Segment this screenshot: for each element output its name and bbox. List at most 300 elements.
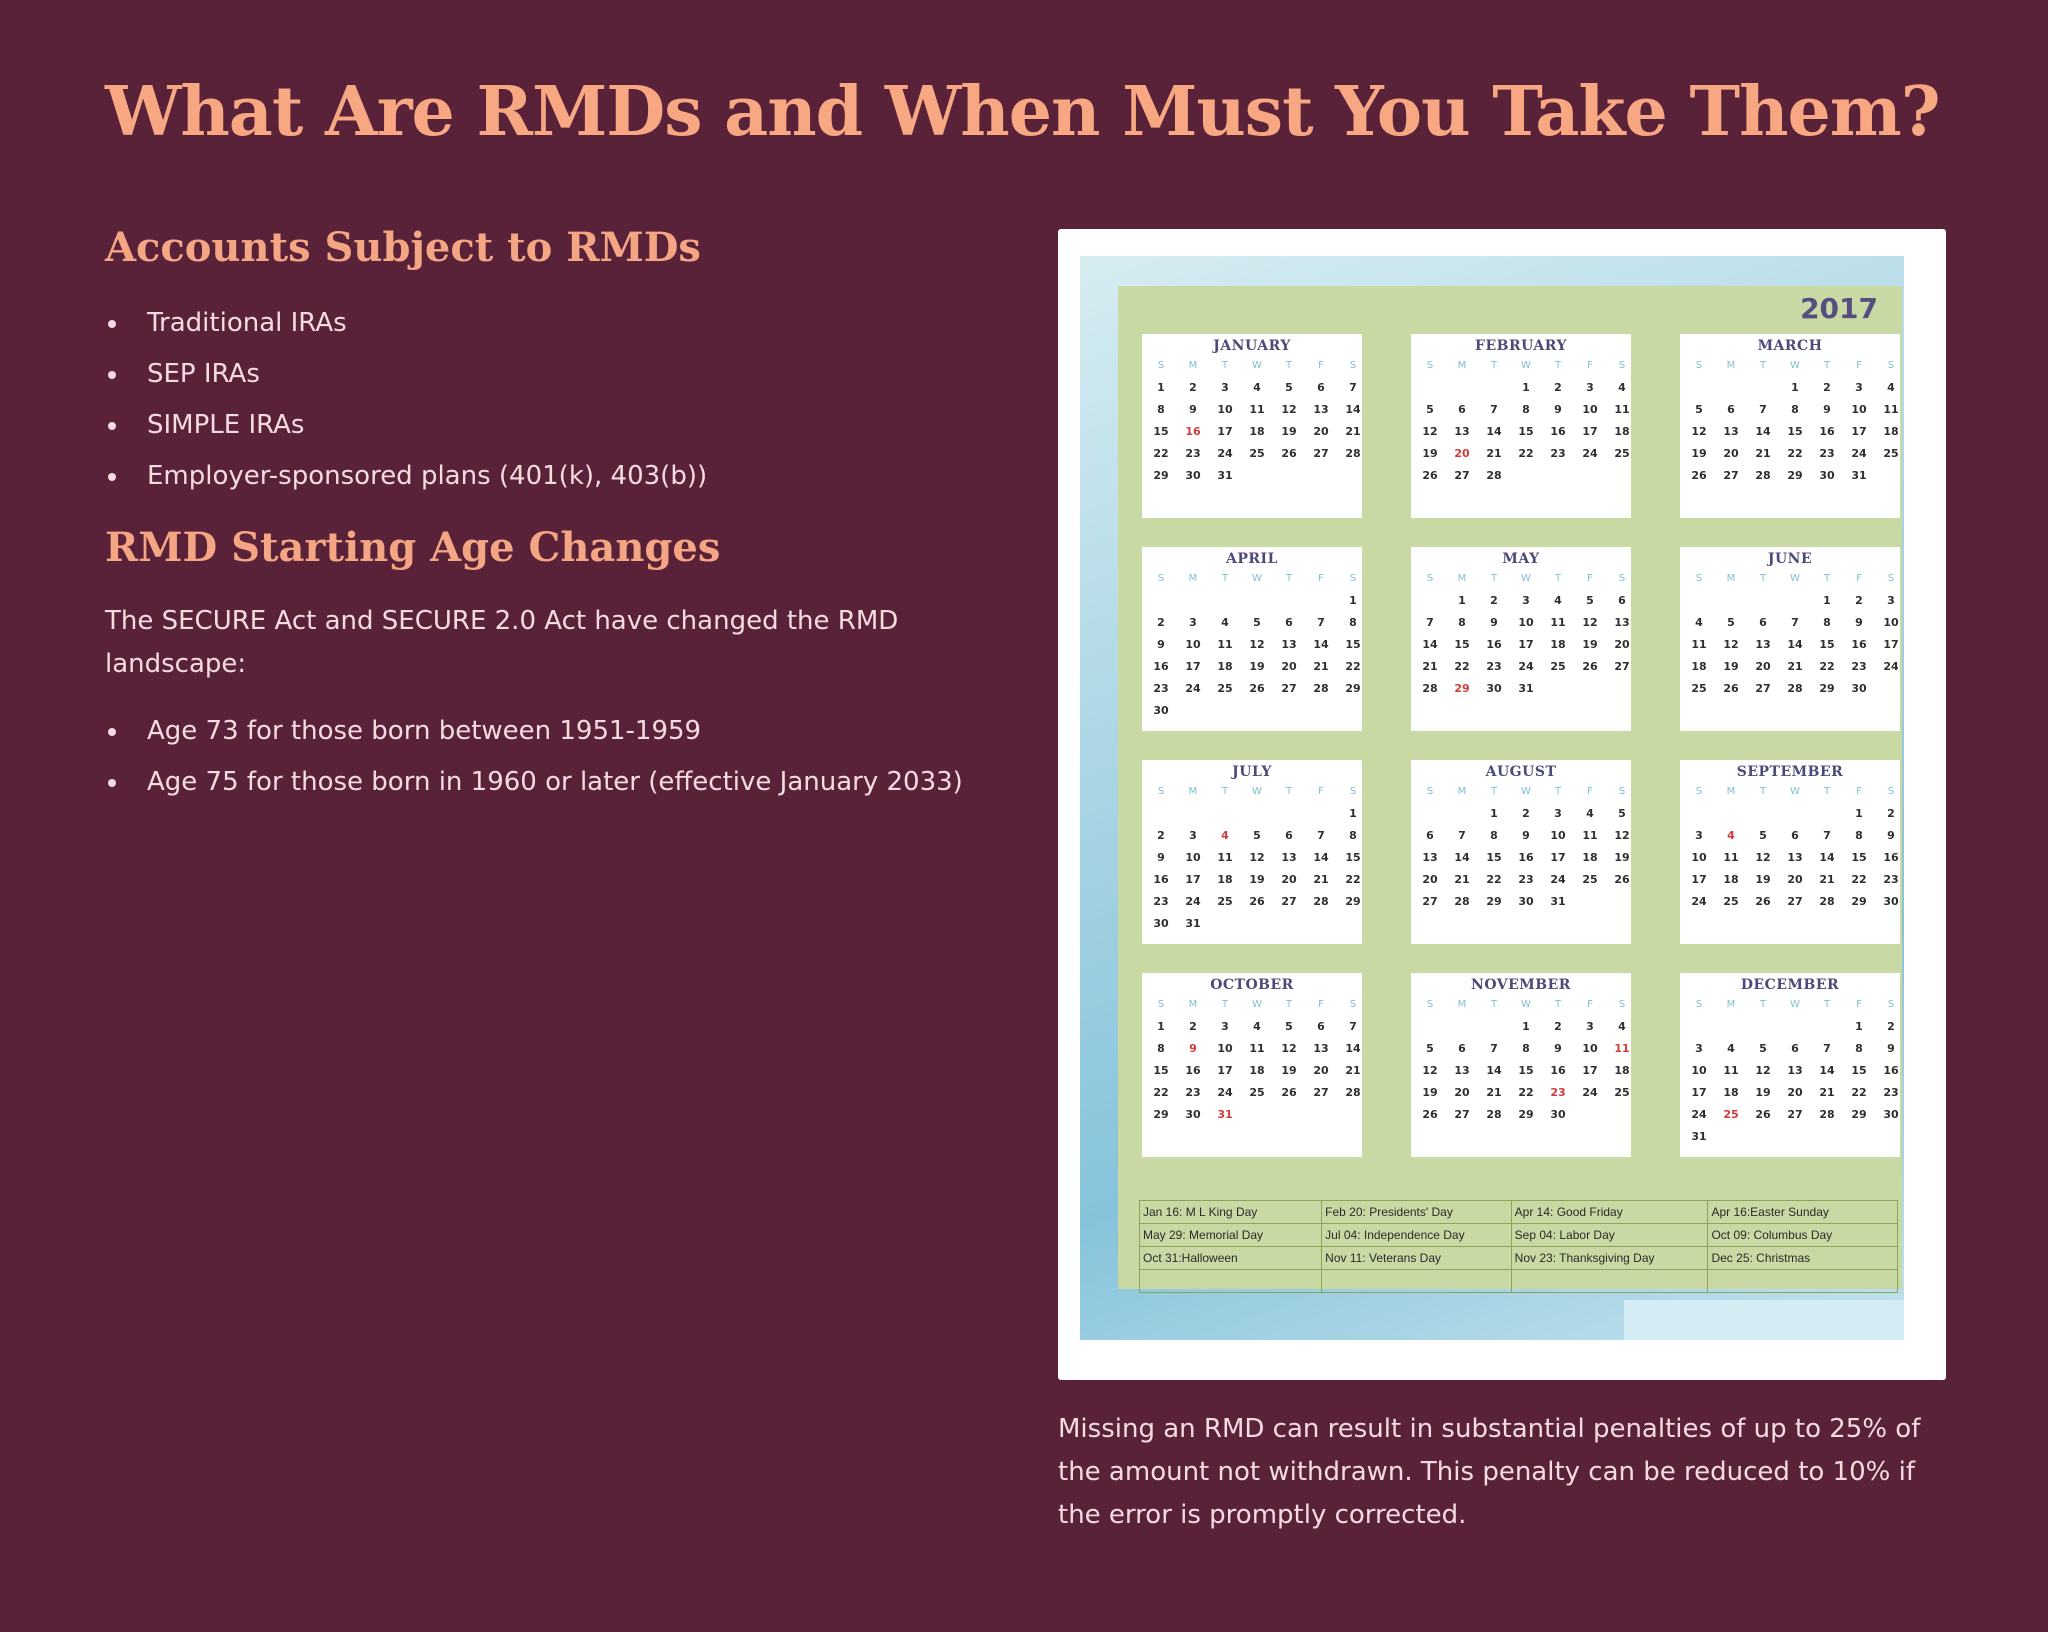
day: 28	[1755, 469, 1771, 482]
month-name: FEBRUARY	[1475, 338, 1567, 354]
empty-day	[1683, 803, 1715, 825]
day: 12	[1422, 1064, 1438, 1077]
day: 19	[1723, 660, 1739, 673]
day: 26	[1281, 447, 1297, 460]
day: 19	[1755, 1086, 1771, 1099]
day: 30	[1185, 1108, 1201, 1121]
day: 8	[1823, 616, 1831, 629]
day: 29	[1851, 895, 1867, 908]
day: 1	[1458, 594, 1466, 607]
weekday-label: M	[1457, 360, 1467, 371]
day: 28	[1313, 682, 1329, 695]
weekday-label: T	[1759, 999, 1767, 1010]
day: 24	[1518, 660, 1534, 673]
day: 12	[1755, 1064, 1771, 1077]
holiday-table	[1139, 1200, 1898, 1293]
day: 14	[1345, 1042, 1361, 1055]
day: 20	[1281, 660, 1297, 673]
calendar-year: 2017	[1800, 292, 1878, 325]
holiday-row	[1140, 1247, 1898, 1270]
month-grid	[1683, 994, 1900, 1148]
day: 27	[1454, 469, 1470, 482]
day: 10	[1217, 1042, 1233, 1055]
day: 13	[1281, 638, 1297, 651]
weekday-label: T	[1554, 999, 1562, 1010]
day: 28	[1422, 682, 1438, 695]
day: 5	[1618, 807, 1626, 820]
day: 14	[1313, 851, 1329, 864]
day: 14	[1313, 638, 1329, 651]
weekday-label: M	[1726, 999, 1736, 1010]
holiday-day: 20	[1454, 447, 1470, 460]
weekday-label: W	[1521, 786, 1531, 797]
day: 2	[1855, 594, 1863, 607]
day: 4	[1695, 616, 1703, 629]
day: 22	[1851, 1086, 1867, 1099]
day: 8	[1349, 829, 1357, 842]
day: 10	[1851, 403, 1867, 416]
day: 10	[1550, 829, 1566, 842]
day: 16	[1518, 851, 1534, 864]
weekday-label: S	[1349, 999, 1357, 1010]
day: 15	[1518, 425, 1534, 438]
day: 19	[1422, 447, 1438, 460]
day: 29	[1345, 895, 1361, 908]
list-item: Age 75 for those born in 1960 or later (effective January 2033)	[105, 757, 963, 808]
day: 28	[1819, 895, 1835, 908]
day: 8	[1522, 403, 1530, 416]
day: 12	[1755, 851, 1771, 864]
day: 4	[1554, 594, 1562, 607]
day: 31	[1851, 469, 1867, 482]
empty-day	[1779, 590, 1811, 612]
day: 18	[1883, 425, 1899, 438]
day: 20	[1313, 1064, 1329, 1077]
day: 9	[1855, 616, 1863, 629]
day: 8	[1157, 1042, 1165, 1055]
day: 20	[1313, 425, 1329, 438]
month-name: APRIL	[1226, 551, 1278, 567]
day: 17	[1582, 425, 1598, 438]
day: 12	[1249, 851, 1265, 864]
day: 22	[1345, 873, 1361, 886]
day: 28	[1454, 895, 1470, 908]
empty-day	[1478, 377, 1510, 399]
day: 22	[1345, 660, 1361, 673]
day: 21	[1819, 1086, 1835, 1099]
day: 23	[1153, 895, 1169, 908]
day: 11	[1217, 638, 1233, 651]
weekday-label: T	[1221, 786, 1229, 797]
day: 31	[1185, 917, 1201, 930]
day: 9	[1554, 1042, 1562, 1055]
day: 8	[1458, 616, 1466, 629]
month-grid	[1145, 781, 1362, 935]
holiday-row	[1140, 1270, 1898, 1293]
weekday-label: T	[1759, 573, 1767, 584]
day: 11	[1691, 638, 1707, 651]
holiday-cell: May 29: Memorial Day	[1140, 1224, 1322, 1247]
holiday-cell	[1708, 1270, 1898, 1293]
day: 21	[1454, 873, 1470, 886]
day: 13	[1454, 1064, 1470, 1077]
weekday-label: F	[1318, 360, 1324, 371]
day: 12	[1281, 403, 1297, 416]
day: 16	[1819, 425, 1835, 438]
day: 12	[1582, 616, 1598, 629]
day: 23	[1518, 873, 1534, 886]
day: 15	[1518, 1064, 1534, 1077]
day: 22	[1454, 660, 1470, 673]
day: 8	[1855, 1042, 1863, 1055]
empty-day	[1811, 1016, 1843, 1038]
day: 24	[1185, 895, 1201, 908]
weekday-label: T	[1554, 360, 1562, 371]
day: 11	[1217, 851, 1233, 864]
day: 25	[1217, 895, 1233, 908]
day: 26	[1281, 1086, 1297, 1099]
day: 17	[1217, 1064, 1233, 1077]
page-title: What Are RMDs and When Must You Take Them?	[105, 72, 1940, 152]
empty-day	[1145, 590, 1177, 612]
day: 6	[1285, 829, 1293, 842]
day: 10	[1582, 1042, 1598, 1055]
day: 5	[1426, 403, 1434, 416]
weekday-label: S	[1618, 573, 1626, 584]
day: 18	[1249, 1064, 1265, 1077]
weekday-label: S	[1157, 573, 1165, 584]
day: 21	[1819, 873, 1835, 886]
holiday-cell: Jul 04: Independence Day	[1322, 1224, 1512, 1247]
holiday-cell	[1511, 1270, 1708, 1293]
day: 26	[1755, 1108, 1771, 1121]
weekday-label: T	[1554, 786, 1562, 797]
day: 11	[1614, 403, 1630, 416]
day: 31	[1550, 895, 1566, 908]
day: 15	[1851, 1064, 1867, 1077]
day: 5	[1759, 1042, 1767, 1055]
day: 27	[1281, 895, 1297, 908]
day: 27	[1454, 1108, 1470, 1121]
day: 2	[1887, 1020, 1895, 1033]
weekday-label: M	[1726, 573, 1736, 584]
month-grid	[1414, 568, 1631, 700]
weekday-label: F	[1587, 360, 1593, 371]
day: 22	[1787, 447, 1803, 460]
weekday-label: F	[1856, 999, 1862, 1010]
empty-day	[1273, 590, 1305, 612]
weekday-label: T	[1285, 786, 1293, 797]
day: 25	[1691, 682, 1707, 695]
month-december	[1680, 973, 1900, 1157]
holiday-cell: Oct 31:Halloween	[1140, 1247, 1322, 1270]
day: 29	[1486, 895, 1502, 908]
day: 16	[1883, 1064, 1899, 1077]
day: 24	[1185, 682, 1201, 695]
day: 8	[1157, 403, 1165, 416]
day: 29	[1518, 1108, 1534, 1121]
day: 11	[1582, 829, 1598, 842]
month-name: MARCH	[1757, 338, 1823, 354]
weekday-label: S	[1618, 786, 1626, 797]
day: 21	[1486, 447, 1502, 460]
day: 17	[1691, 1086, 1707, 1099]
day: 17	[1691, 873, 1707, 886]
empty-day	[1145, 803, 1177, 825]
day: 28	[1819, 1108, 1835, 1121]
day: 9	[1823, 403, 1831, 416]
day: 27	[1755, 682, 1771, 695]
day: 5	[1586, 594, 1594, 607]
weekday-label: S	[1426, 360, 1434, 371]
day: 26	[1723, 682, 1739, 695]
day: 3	[1221, 381, 1229, 394]
month-name: SEPTEMBER	[1736, 764, 1844, 780]
empty-day	[1446, 377, 1478, 399]
day: 24	[1217, 447, 1233, 460]
empty-day	[1305, 590, 1337, 612]
weekday-label: M	[1457, 999, 1467, 1010]
empty-day	[1177, 590, 1209, 612]
day: 3	[1586, 381, 1594, 394]
day: 14	[1819, 851, 1835, 864]
day: 30	[1153, 704, 1169, 717]
month-april	[1142, 547, 1362, 731]
day: 12	[1281, 1042, 1297, 1055]
empty-day	[1683, 1016, 1715, 1038]
day: 7	[1791, 616, 1799, 629]
day: 15	[1345, 638, 1361, 651]
day: 3	[1887, 594, 1895, 607]
day: 7	[1349, 381, 1357, 394]
empty-day	[1779, 803, 1811, 825]
day: 10	[1217, 403, 1233, 416]
month-july	[1142, 760, 1362, 944]
day: 13	[1422, 851, 1438, 864]
weekday-label: T	[1554, 573, 1562, 584]
holiday-day: 4	[1221, 829, 1229, 842]
weekday-label: M	[1457, 786, 1467, 797]
holiday-cell: Nov 11: Veterans Day	[1322, 1247, 1512, 1270]
list-item: Traditional IRAs	[105, 298, 707, 349]
month-may	[1411, 547, 1631, 731]
day: 6	[1458, 403, 1466, 416]
day: 1	[1349, 807, 1357, 820]
day: 7	[1349, 1020, 1357, 1033]
empty-day	[1811, 803, 1843, 825]
day: 14	[1787, 638, 1803, 651]
day: 2	[1189, 1020, 1197, 1033]
day: 15	[1819, 638, 1835, 651]
empty-day	[1414, 377, 1446, 399]
day: 22	[1486, 873, 1502, 886]
age-changes-paragraph: The SECURE Act and SECURE 2.0 Act have changed the RMD landscape:	[105, 606, 899, 679]
day: 27	[1281, 682, 1297, 695]
day: 4	[1618, 1020, 1626, 1033]
weekday-label: W	[1252, 573, 1262, 584]
weekday-label: T	[1759, 360, 1767, 371]
day: 9	[1554, 403, 1562, 416]
month-grid	[1683, 568, 1900, 700]
day: 26	[1422, 469, 1438, 482]
empty-day	[1414, 590, 1446, 612]
day: 26	[1755, 895, 1771, 908]
day: 27	[1313, 447, 1329, 460]
empty-day	[1414, 803, 1446, 825]
day: 5	[1285, 381, 1293, 394]
empty-day	[1446, 1016, 1478, 1038]
day: 28	[1313, 895, 1329, 908]
day: 4	[1221, 616, 1229, 629]
day: 3	[1695, 829, 1703, 842]
month-grid	[1414, 994, 1631, 1126]
day: 31	[1518, 682, 1534, 695]
month-october	[1142, 973, 1362, 1157]
day: 16	[1486, 638, 1502, 651]
day: 3	[1522, 594, 1530, 607]
day: 3	[1695, 1042, 1703, 1055]
day: 21	[1313, 873, 1329, 886]
day: 19	[1249, 660, 1265, 673]
day: 21	[1313, 660, 1329, 673]
weekday-label: F	[1318, 573, 1324, 584]
weekday-label: M	[1457, 573, 1467, 584]
day: 26	[1691, 469, 1707, 482]
month-march	[1680, 334, 1900, 518]
weekday-label: W	[1521, 573, 1531, 584]
day: 22	[1518, 1086, 1534, 1099]
month-name: DECEMBER	[1740, 977, 1840, 993]
day: 24	[1550, 873, 1566, 886]
day: 12	[1723, 638, 1739, 651]
day: 20	[1787, 1086, 1803, 1099]
day: 18	[1614, 1064, 1630, 1077]
day: 1	[1349, 594, 1357, 607]
day: 24	[1217, 1086, 1233, 1099]
day: 1	[1522, 381, 1530, 394]
day: 19	[1249, 873, 1265, 886]
day: 25	[1723, 895, 1739, 908]
holiday-cell: Oct 09: Columbus Day	[1708, 1224, 1898, 1247]
weekday-label: S	[1349, 360, 1357, 371]
day: 2	[1823, 381, 1831, 394]
empty-day	[1209, 803, 1241, 825]
day: 9	[1157, 851, 1165, 864]
day: 2	[1887, 807, 1895, 820]
day: 29	[1851, 1108, 1867, 1121]
month-name: OCTOBER	[1210, 977, 1294, 993]
day: 21	[1486, 1086, 1502, 1099]
day: 27	[1787, 895, 1803, 908]
empty-day	[1715, 1016, 1747, 1038]
day: 30	[1883, 1108, 1899, 1121]
day: 19	[1281, 1064, 1297, 1077]
month-name: JULY	[1232, 764, 1272, 780]
day: 21	[1345, 1064, 1361, 1077]
day: 4	[1618, 381, 1626, 394]
month-august	[1411, 760, 1631, 944]
weekday-label: T	[1490, 786, 1498, 797]
day: 17	[1851, 425, 1867, 438]
month-name: MAY	[1502, 551, 1540, 567]
day: 26	[1582, 660, 1598, 673]
day: 14	[1345, 403, 1361, 416]
day: 16	[1883, 851, 1899, 864]
empty-day	[1209, 590, 1241, 612]
day: 21	[1787, 660, 1803, 673]
holiday-cell	[1140, 1270, 1322, 1293]
day: 7	[1317, 616, 1325, 629]
day: 5	[1426, 1042, 1434, 1055]
day: 8	[1522, 1042, 1530, 1055]
day: 2	[1554, 381, 1562, 394]
day: 24	[1691, 895, 1707, 908]
weekday-label: F	[1856, 786, 1862, 797]
day: 16	[1185, 1064, 1201, 1077]
day: 5	[1253, 829, 1261, 842]
empty-day	[1747, 1016, 1779, 1038]
day: 30	[1185, 469, 1201, 482]
day: 18	[1249, 425, 1265, 438]
weekday-label: M	[1188, 573, 1198, 584]
weekday-label: F	[1856, 360, 1862, 371]
holiday-day: 31	[1217, 1108, 1233, 1121]
day: 26	[1422, 1108, 1438, 1121]
weekday-label: T	[1759, 786, 1767, 797]
day: 7	[1823, 829, 1831, 842]
day: 13	[1313, 403, 1329, 416]
day: 15	[1851, 851, 1867, 864]
day: 2	[1157, 829, 1165, 842]
weekday-label: S	[1618, 999, 1626, 1010]
empty-day	[1446, 803, 1478, 825]
day: 15	[1153, 425, 1169, 438]
day: 6	[1458, 1042, 1466, 1055]
weekday-label: T	[1823, 786, 1831, 797]
calendar-image	[1058, 229, 1946, 1380]
weekday-label: S	[1695, 999, 1703, 1010]
day: 27	[1422, 895, 1438, 908]
day: 22	[1153, 447, 1169, 460]
empty-day	[1305, 803, 1337, 825]
day: 19	[1422, 1086, 1438, 1099]
day: 22	[1153, 1086, 1169, 1099]
day: 26	[1249, 895, 1265, 908]
holiday-row	[1140, 1224, 1898, 1247]
day: 30	[1883, 895, 1899, 908]
penalty-note: Missing an RMD can result in substantial penalties of up to 25% of the amount not withdrawn. This penalty can be reduced to 10% if the error is promptly corrected.	[1058, 1414, 1921, 1530]
day: 13	[1787, 851, 1803, 864]
holiday-cell: Feb 20: Presidents' Day	[1322, 1201, 1512, 1224]
empty-day	[1478, 1016, 1510, 1038]
day: 3	[1189, 616, 1197, 629]
day: 9	[1522, 829, 1530, 842]
day: 7	[1490, 403, 1498, 416]
day: 19	[1582, 638, 1598, 651]
weekday-label: F	[1318, 999, 1324, 1010]
month-grid	[1145, 994, 1362, 1126]
list-item: Age 73 for those born between 1951-1959	[105, 706, 963, 757]
day: 28	[1486, 469, 1502, 482]
day: 3	[1586, 1020, 1594, 1033]
day: 28	[1787, 682, 1803, 695]
day: 5	[1253, 616, 1261, 629]
holiday-cell: Apr 16:Easter Sunday	[1708, 1201, 1898, 1224]
month-june	[1680, 547, 1900, 731]
day: 25	[1614, 1086, 1630, 1099]
day: 1	[1522, 1020, 1530, 1033]
day: 13	[1614, 616, 1630, 629]
